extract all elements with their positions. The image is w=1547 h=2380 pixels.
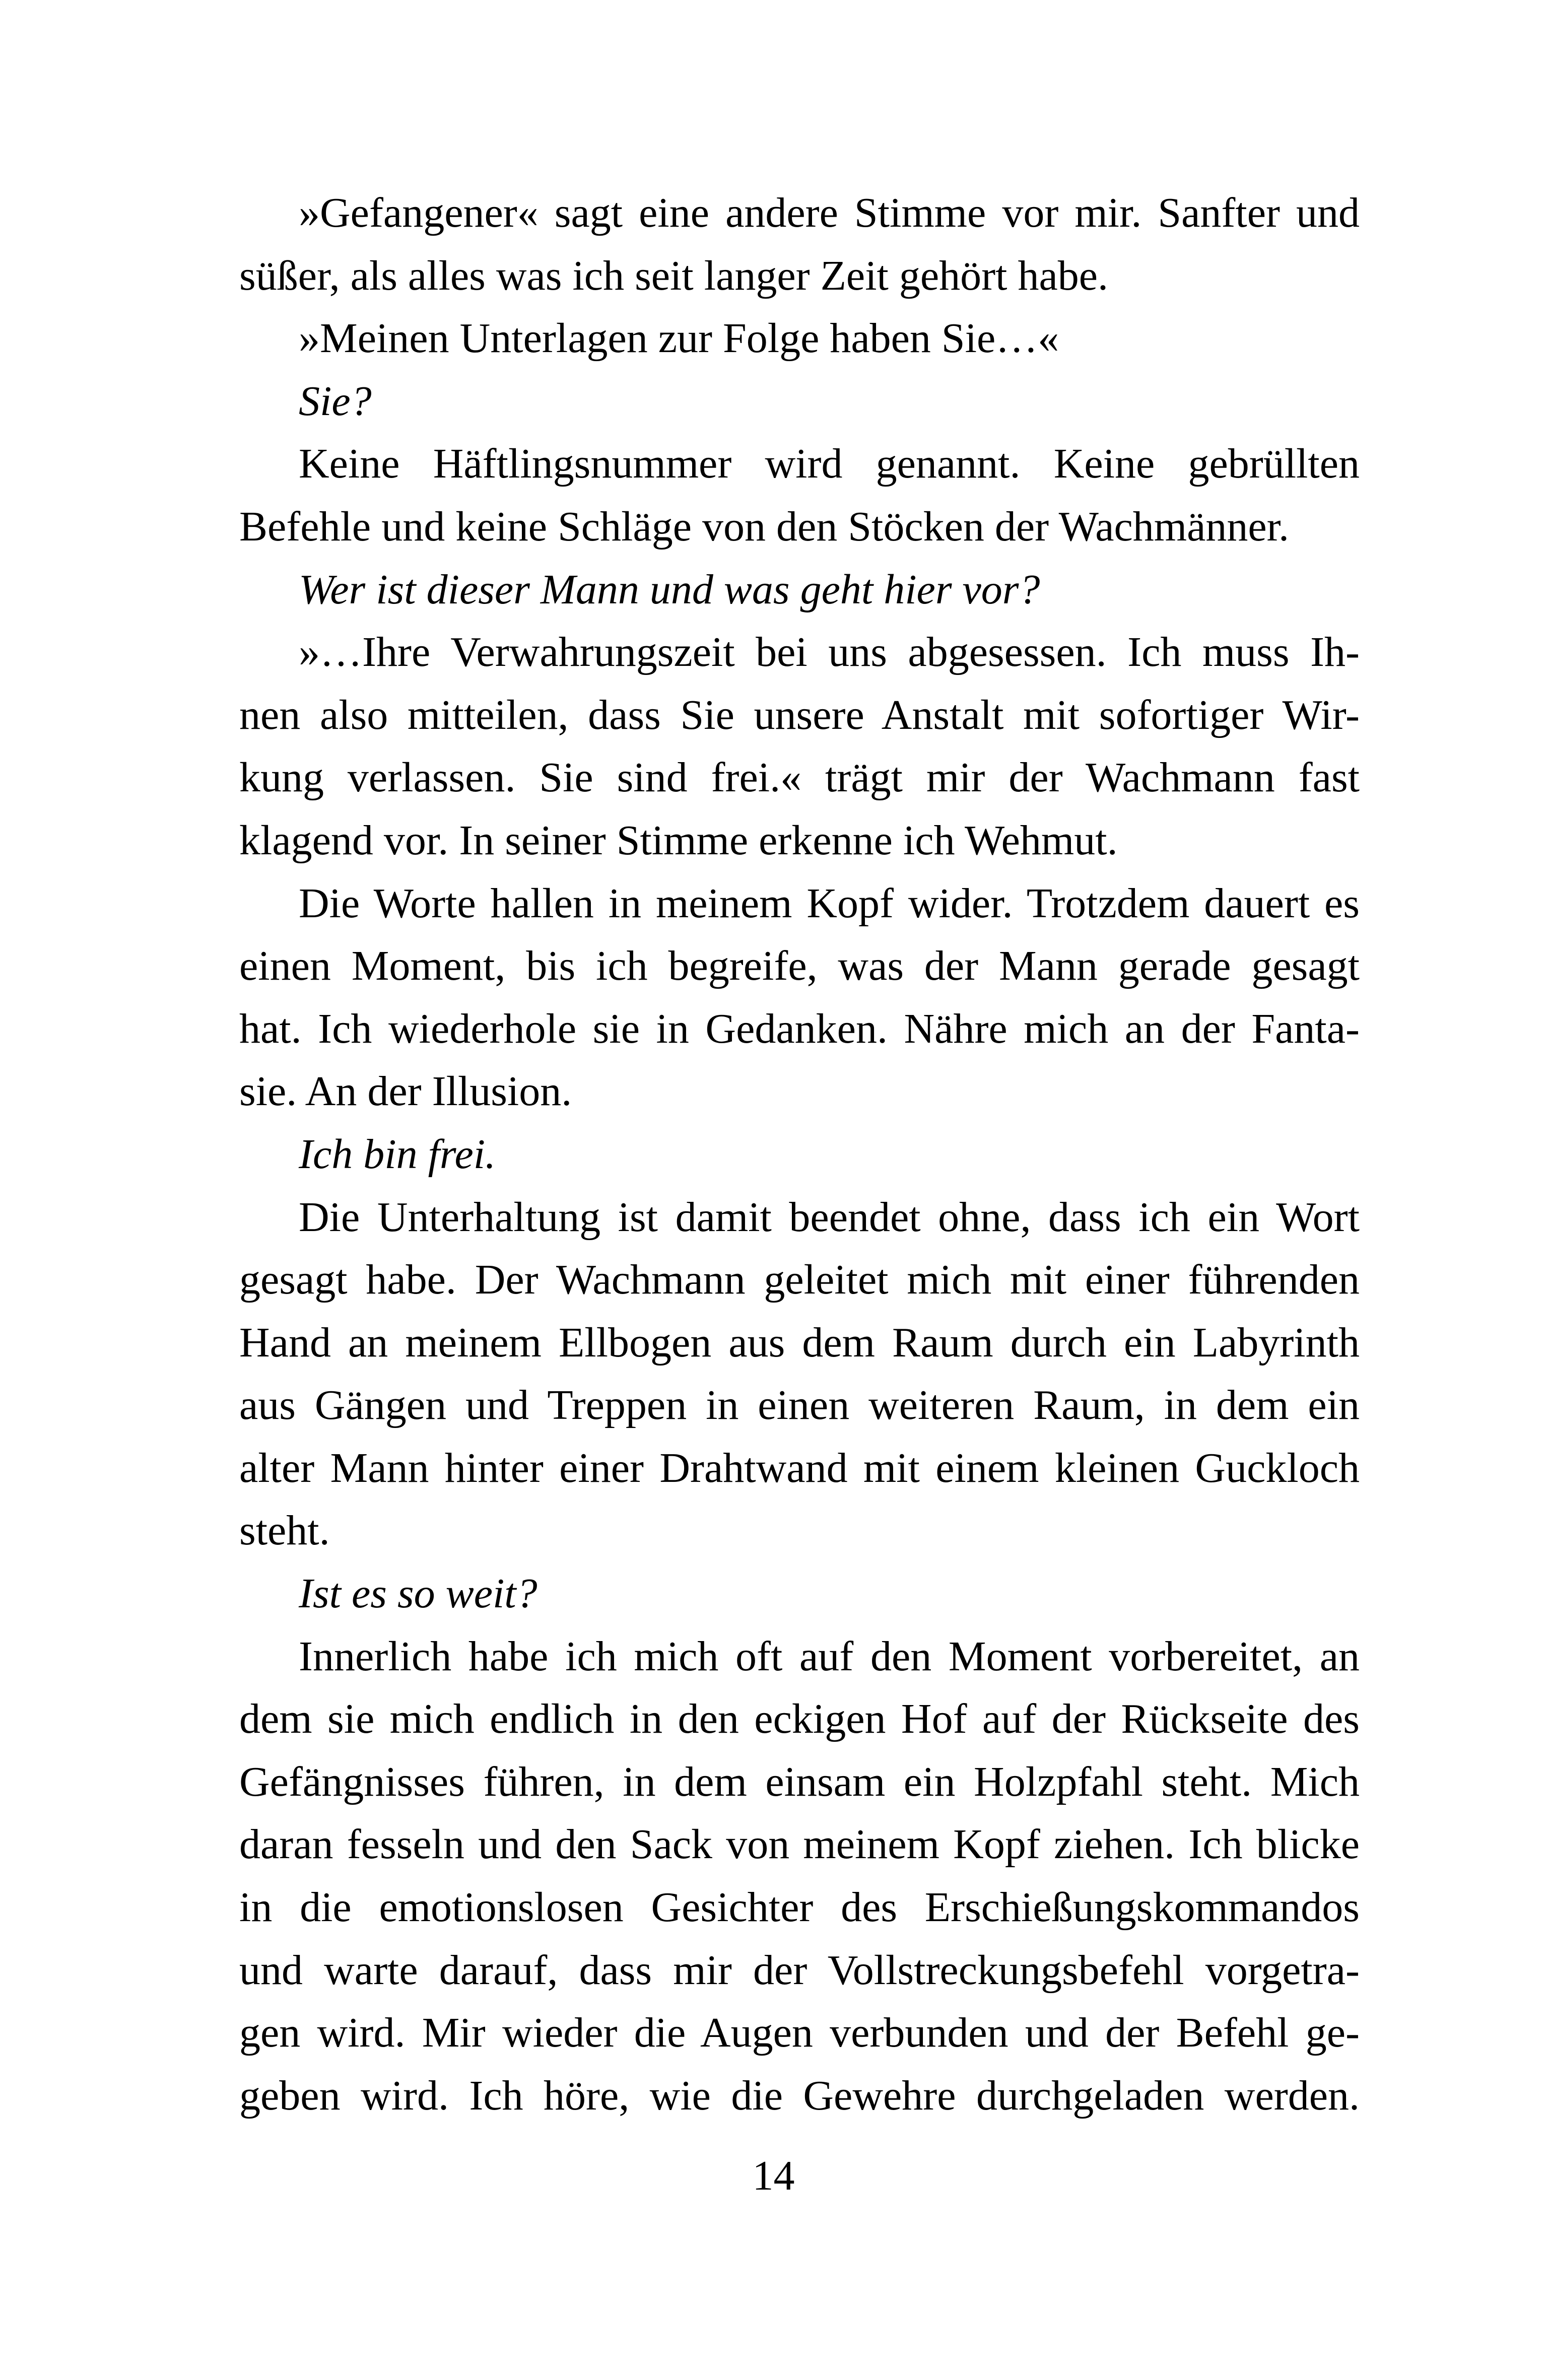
text-line: süßer, als alles was ich seit langer Zeit gehört habe. [239,252,1109,299]
text-line: Die Worte hallen in meinem Kopf wider. Trotzdem dauert es [299,879,1360,927]
text-line: »Meinen Unterlagen zur Folge haben Sie…« [299,315,1059,362]
text-line: Die Unterhaltung ist damit beendet ohne, dass ich ein Wort [299,1193,1360,1241]
text-line: in die emotionslosen Gesichter des Erschießungskommandos [239,1884,1360,1931]
text-line: Keine Häftlingsnummer wird genannt. Keine gebrüllten [299,440,1360,488]
page-number: 14 [752,2152,795,2199]
text-line: Innerlich habe ich mich oft auf den Moment vorbereitet, an [299,1633,1360,1680]
body-text [180,182,1360,2127]
paragraph [180,872,1360,1123]
text-line: aus Gängen und Treppen in einen weiteren Raum, in dem ein [239,1382,1360,1429]
paragraph [180,433,1360,558]
text-line: steht. [239,1507,330,1554]
text-line: Befehle und keine Schläge von den Stöcken der Wachmänner. [239,503,1290,550]
paragraph [180,1625,1360,2128]
paragraph [180,621,1360,872]
text-line: einen Moment, bis ich begreife, was der Mann gerade gesagt [239,942,1360,990]
text-line: gesagt habe. Der Wachmann geleitet mich mit einer führenden [239,1256,1360,1304]
text-line: »Gefangener« sagt eine andere Stimme vor mir. Sanfter und [299,189,1360,236]
italic-thought [180,1123,1360,1186]
paragraph [180,1186,1360,1563]
italic-thought [180,1562,1360,1625]
text-line: und warte darauf, dass mir der Vollstreckungsbefehl vorgetra- [239,1946,1360,1994]
text-line: klagend vor. In seiner Stimme erkenne ich Wehmut. [239,817,1118,864]
paragraph [180,182,1360,307]
text-line: Gefängnisses führen, in dem einsam ein Holzpfahl steht. Mich [239,1758,1360,1805]
text-line: gen wird. Mir wieder die Augen verbunden und der Befehl ge- [239,2009,1360,2057]
italic-thought [180,370,1360,433]
text-line: kung verlassen. Sie sind frei.« trägt mir der Wachmann fast [239,754,1360,801]
text-line: Wer ist dieser Mann und was geht hier vor? [299,566,1040,613]
text-line: hat. Ich wiederhole sie in Gedanken. Nähre mich an der Fanta- [239,1005,1360,1052]
text-line: Ist es so weit? [299,1570,537,1617]
text-line: dem sie mich endlich in den eckigen Hof auf der Rückseite des [239,1695,1360,1743]
text-line: alter Mann hinter einer Drahtwand mit einem kleinen Guckloch [239,1444,1360,1491]
text-line: Ich bin frei. [299,1130,496,1178]
paragraph [180,307,1360,370]
italic-thought [180,559,1360,622]
text-line: geben wird. Ich höre, wie die Gewehre durchgeladen werden. [239,2072,1360,2119]
text-line: Hand an meinem Ellbogen aus dem Raum durch ein Labyrinth [239,1319,1360,1366]
text-line: Sie? [299,377,372,425]
text-line: nen also mitteilen, dass Sie unsere Anstalt mit sofortiger Wir- [239,691,1360,738]
text-line: sie. An der Illusion. [239,1068,572,1115]
text-line: »…Ihre Verwahrungszeit bei uns abgesessen. Ich muss Ih- [299,629,1360,676]
text-line: daran fesseln und den Sack von meinem Kopf ziehen. Ich blicke [239,1821,1360,1868]
